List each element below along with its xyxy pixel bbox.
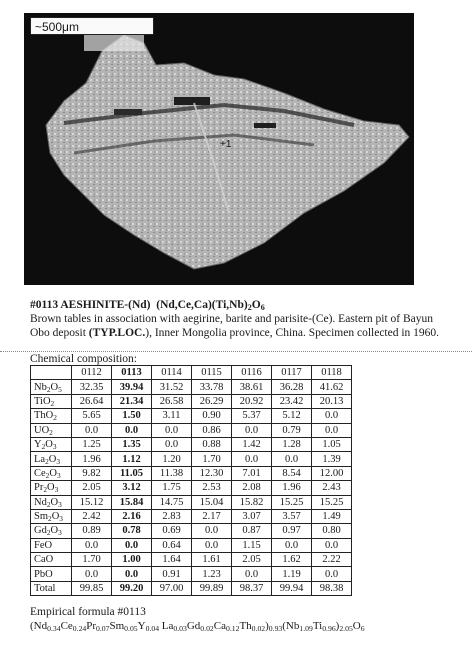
value-cell: 0.0 (272, 538, 312, 552)
value-cell: 0.64 (152, 538, 192, 552)
value-cell: 1.70 (192, 452, 232, 466)
oxide-cell: TiO$_2$ (31, 394, 72, 408)
table-row (31, 394, 352, 408)
value-cell: 0.91 (152, 567, 192, 581)
value-cell: 0.0 (312, 409, 352, 423)
value-cell: 2.05 (72, 481, 112, 495)
value-cell: 3.12 (112, 481, 152, 495)
value-cell: 1.23 (192, 567, 232, 581)
value-cell: 3.11 (152, 409, 192, 423)
value-cell: 0.80 (312, 524, 352, 538)
value-cell: 15.04 (192, 495, 232, 509)
oxide-cell: $La_2O_3$ (31, 452, 72, 466)
value-cell: 1.12 (112, 452, 152, 466)
value-cell: 15.25 (312, 495, 352, 509)
oxide-cell: CaO (31, 553, 72, 567)
scale-bar-label: ~500μm (30, 17, 154, 35)
value-cell: 23.42 (272, 394, 312, 408)
point-annotation: +1 (220, 139, 232, 150)
header-cell-blank (31, 366, 72, 380)
section-divider (0, 351, 472, 352)
value-cell: 1.61 (192, 553, 232, 567)
value-cell: 99.94 (272, 581, 312, 595)
value-cell: 11.05 (112, 466, 152, 480)
value-cell: 1.35 (112, 437, 152, 451)
value-cell: 2.05 (232, 553, 272, 567)
value-cell: 0.0 (192, 538, 232, 552)
value-cell: 0.0 (72, 567, 112, 581)
value-cell: 0.97 (272, 524, 312, 538)
oxide-cell: $UO_2$ (31, 423, 72, 437)
value-cell: 0.0 (72, 538, 112, 552)
value-cell: 98.38 (312, 581, 352, 595)
table-row (31, 481, 352, 495)
value-cell: 1.62 (272, 553, 312, 567)
oxide-cell: $Sm_2O_3$ (31, 509, 72, 523)
mineral-number: #0113 (30, 299, 59, 311)
value-cell: 0.0 (232, 423, 272, 437)
value-cell: 0.0 (312, 538, 352, 552)
value-cell: 1.42 (232, 437, 272, 451)
mineral-grain-image (24, 13, 414, 285)
value-cell: 1.05 (312, 437, 352, 451)
value-cell: 97.00 (152, 581, 192, 595)
table-row (31, 538, 352, 552)
value-cell: 99.20 (112, 581, 152, 595)
value-cell: 0.0 (112, 567, 152, 581)
value-cell: 7.01 (232, 466, 272, 480)
chemical-composition-label: Chemical composition: (30, 353, 137, 365)
table-row (31, 423, 352, 437)
value-cell: 15.82 (232, 495, 272, 509)
value-cell: 98.37 (232, 581, 272, 595)
value-cell: 2.17 (192, 509, 232, 523)
value-cell: 26.64 (72, 394, 112, 408)
value-cell: 2.16 (112, 509, 152, 523)
value-cell: 5.37 (232, 409, 272, 423)
value-cell: 2.83 (152, 509, 192, 523)
value-cell: 2.42 (72, 509, 112, 523)
table-row (31, 452, 352, 466)
value-cell: 2.08 (232, 481, 272, 495)
table-row (31, 380, 352, 394)
value-cell: 1.25 (72, 437, 112, 451)
header-cell: 0118 (312, 366, 352, 380)
value-cell: 1.39 (312, 452, 352, 466)
value-cell: 1.70 (72, 553, 112, 567)
value-cell: 0.0 (312, 423, 352, 437)
table-row (31, 553, 352, 567)
value-cell: 20.13 (312, 394, 352, 408)
value-cell: 0.78 (112, 524, 152, 538)
value-cell: 32.35 (72, 380, 112, 394)
oxide-cell: $Nd_2O_3$ (31, 495, 72, 509)
value-cell: 1.50 (112, 409, 152, 423)
value-cell: 0.0 (272, 452, 312, 466)
oxide-cell: $Nb_2O_5$ (31, 380, 72, 394)
table-row (31, 409, 352, 423)
value-cell: 15.84 (112, 495, 152, 509)
value-cell: 1.75 (152, 481, 192, 495)
table-row (31, 495, 352, 509)
oxide-cell: ThO$_2$ (31, 409, 72, 423)
value-cell: 21.34 (112, 394, 152, 408)
empirical-formula-label: Empirical formula #0113 (30, 606, 146, 618)
oxide-cell: $Pr_2O_3$ (31, 481, 72, 495)
table-row (31, 509, 352, 523)
value-cell: 0.0 (152, 437, 192, 451)
value-cell: 9.82 (72, 466, 112, 480)
header-cell: 0117 (272, 366, 312, 380)
value-cell: 0.0 (232, 567, 272, 581)
value-cell: 3.57 (272, 509, 312, 523)
oxide-cell: $Y_2O_3$ (31, 437, 72, 451)
value-cell: 2.22 (312, 553, 352, 567)
value-cell: 0.87 (232, 524, 272, 538)
value-cell: 99.89 (192, 581, 232, 595)
header-cell: 0113 (112, 366, 152, 380)
value-cell: 2.53 (192, 481, 232, 495)
header-cell: 0116 (232, 366, 272, 380)
value-cell: 8.54 (272, 466, 312, 480)
empirical-formula: ($Nd_{0.34}Ce_{0.24}Pr_{0.07}Sm_{0.05}Y_{0.04}$ $La_{0.03}Gd_{0.02}Ca_{0.12}Th_{0.02})_{0.93}(Nb_{1.09}Ti_{0.96})_{2.05}O_6$ (30, 620, 365, 633)
oxide-cell: PbO (31, 567, 72, 581)
oxide-cell: $Gd_2O_3$ (31, 524, 72, 538)
value-cell: 1.96 (272, 481, 312, 495)
bse-micrograph (24, 13, 414, 285)
value-cell: 41.62 (312, 380, 352, 394)
value-cell: 0.0 (312, 567, 352, 581)
value-cell: 0.0 (112, 538, 152, 552)
mineral-name: AESHINITE-(Nd) (60, 299, 151, 311)
value-cell: 36.28 (272, 380, 312, 394)
oxide-cell: $Ce_2O_3$ (31, 466, 72, 480)
value-cell: 1.19 (272, 567, 312, 581)
oxide-cell: Total (31, 581, 72, 595)
value-cell: 0.88 (192, 437, 232, 451)
value-cell: 99.85 (72, 581, 112, 595)
table-header-row (31, 366, 352, 380)
value-cell: 11.38 (152, 466, 192, 480)
mineral-description: Brown tables in association with aegirine, barite and parisite-(Ce). Eastern pit of Bayun Obo deposit (TYP.LOC.), Inner Mongolia province, China. Specimen collected in 1960. (30, 313, 440, 339)
value-cell: 0.86 (192, 423, 232, 437)
value-cell: 0.69 (152, 524, 192, 538)
value-cell: 39.94 (112, 380, 152, 394)
value-cell: 12.00 (312, 466, 352, 480)
value-cell: 0.79 (272, 423, 312, 437)
value-cell: 1.96 (72, 452, 112, 466)
value-cell: 0.89 (72, 524, 112, 538)
value-cell: 12.30 (192, 466, 232, 480)
chemical-composition-table (30, 365, 352, 596)
value-cell: 1.15 (232, 538, 272, 552)
value-cell: 15.12 (72, 495, 112, 509)
header-cell: 0114 (152, 366, 192, 380)
value-cell: 33.78 (192, 380, 232, 394)
value-cell: 0.0 (72, 423, 112, 437)
value-cell: 0.0 (152, 423, 192, 437)
value-cell: 5.12 (272, 409, 312, 423)
header-cell: 0115 (192, 366, 232, 380)
value-cell: 26.29 (192, 394, 232, 408)
table-row (31, 567, 352, 581)
value-cell: 3.07 (232, 509, 272, 523)
value-cell: 1.64 (152, 553, 192, 567)
table-row (31, 466, 352, 480)
table-row (31, 581, 352, 595)
value-cell: 14.75 (152, 495, 192, 509)
value-cell: 0.0 (232, 452, 272, 466)
value-cell: 1.28 (272, 437, 312, 451)
value-cell: 0.90 (192, 409, 232, 423)
mineral-title (30, 298, 450, 312)
value-cell: 20.92 (232, 394, 272, 408)
value-cell: 0.0 (112, 423, 152, 437)
value-cell: 15.25 (272, 495, 312, 509)
header-cell: 0112 (72, 366, 112, 380)
value-cell: 31.52 (152, 380, 192, 394)
value-cell: 2.43 (312, 481, 352, 495)
value-cell: 1.00 (112, 553, 152, 567)
oxide-cell: FeO (31, 538, 72, 552)
mineral-heading (30, 298, 450, 340)
value-cell: 38.61 (232, 380, 272, 394)
value-cell: 1.49 (312, 509, 352, 523)
mineral-formula: $(Nd,Ce,Ca)(Ti,Nb)_2O_6$ (156, 299, 265, 312)
value-cell: 26.58 (152, 394, 192, 408)
value-cell: 5.65 (72, 409, 112, 423)
table-row (31, 524, 352, 538)
table-row (31, 437, 352, 451)
value-cell: 1.20 (152, 452, 192, 466)
value-cell: 0.0 (192, 524, 232, 538)
